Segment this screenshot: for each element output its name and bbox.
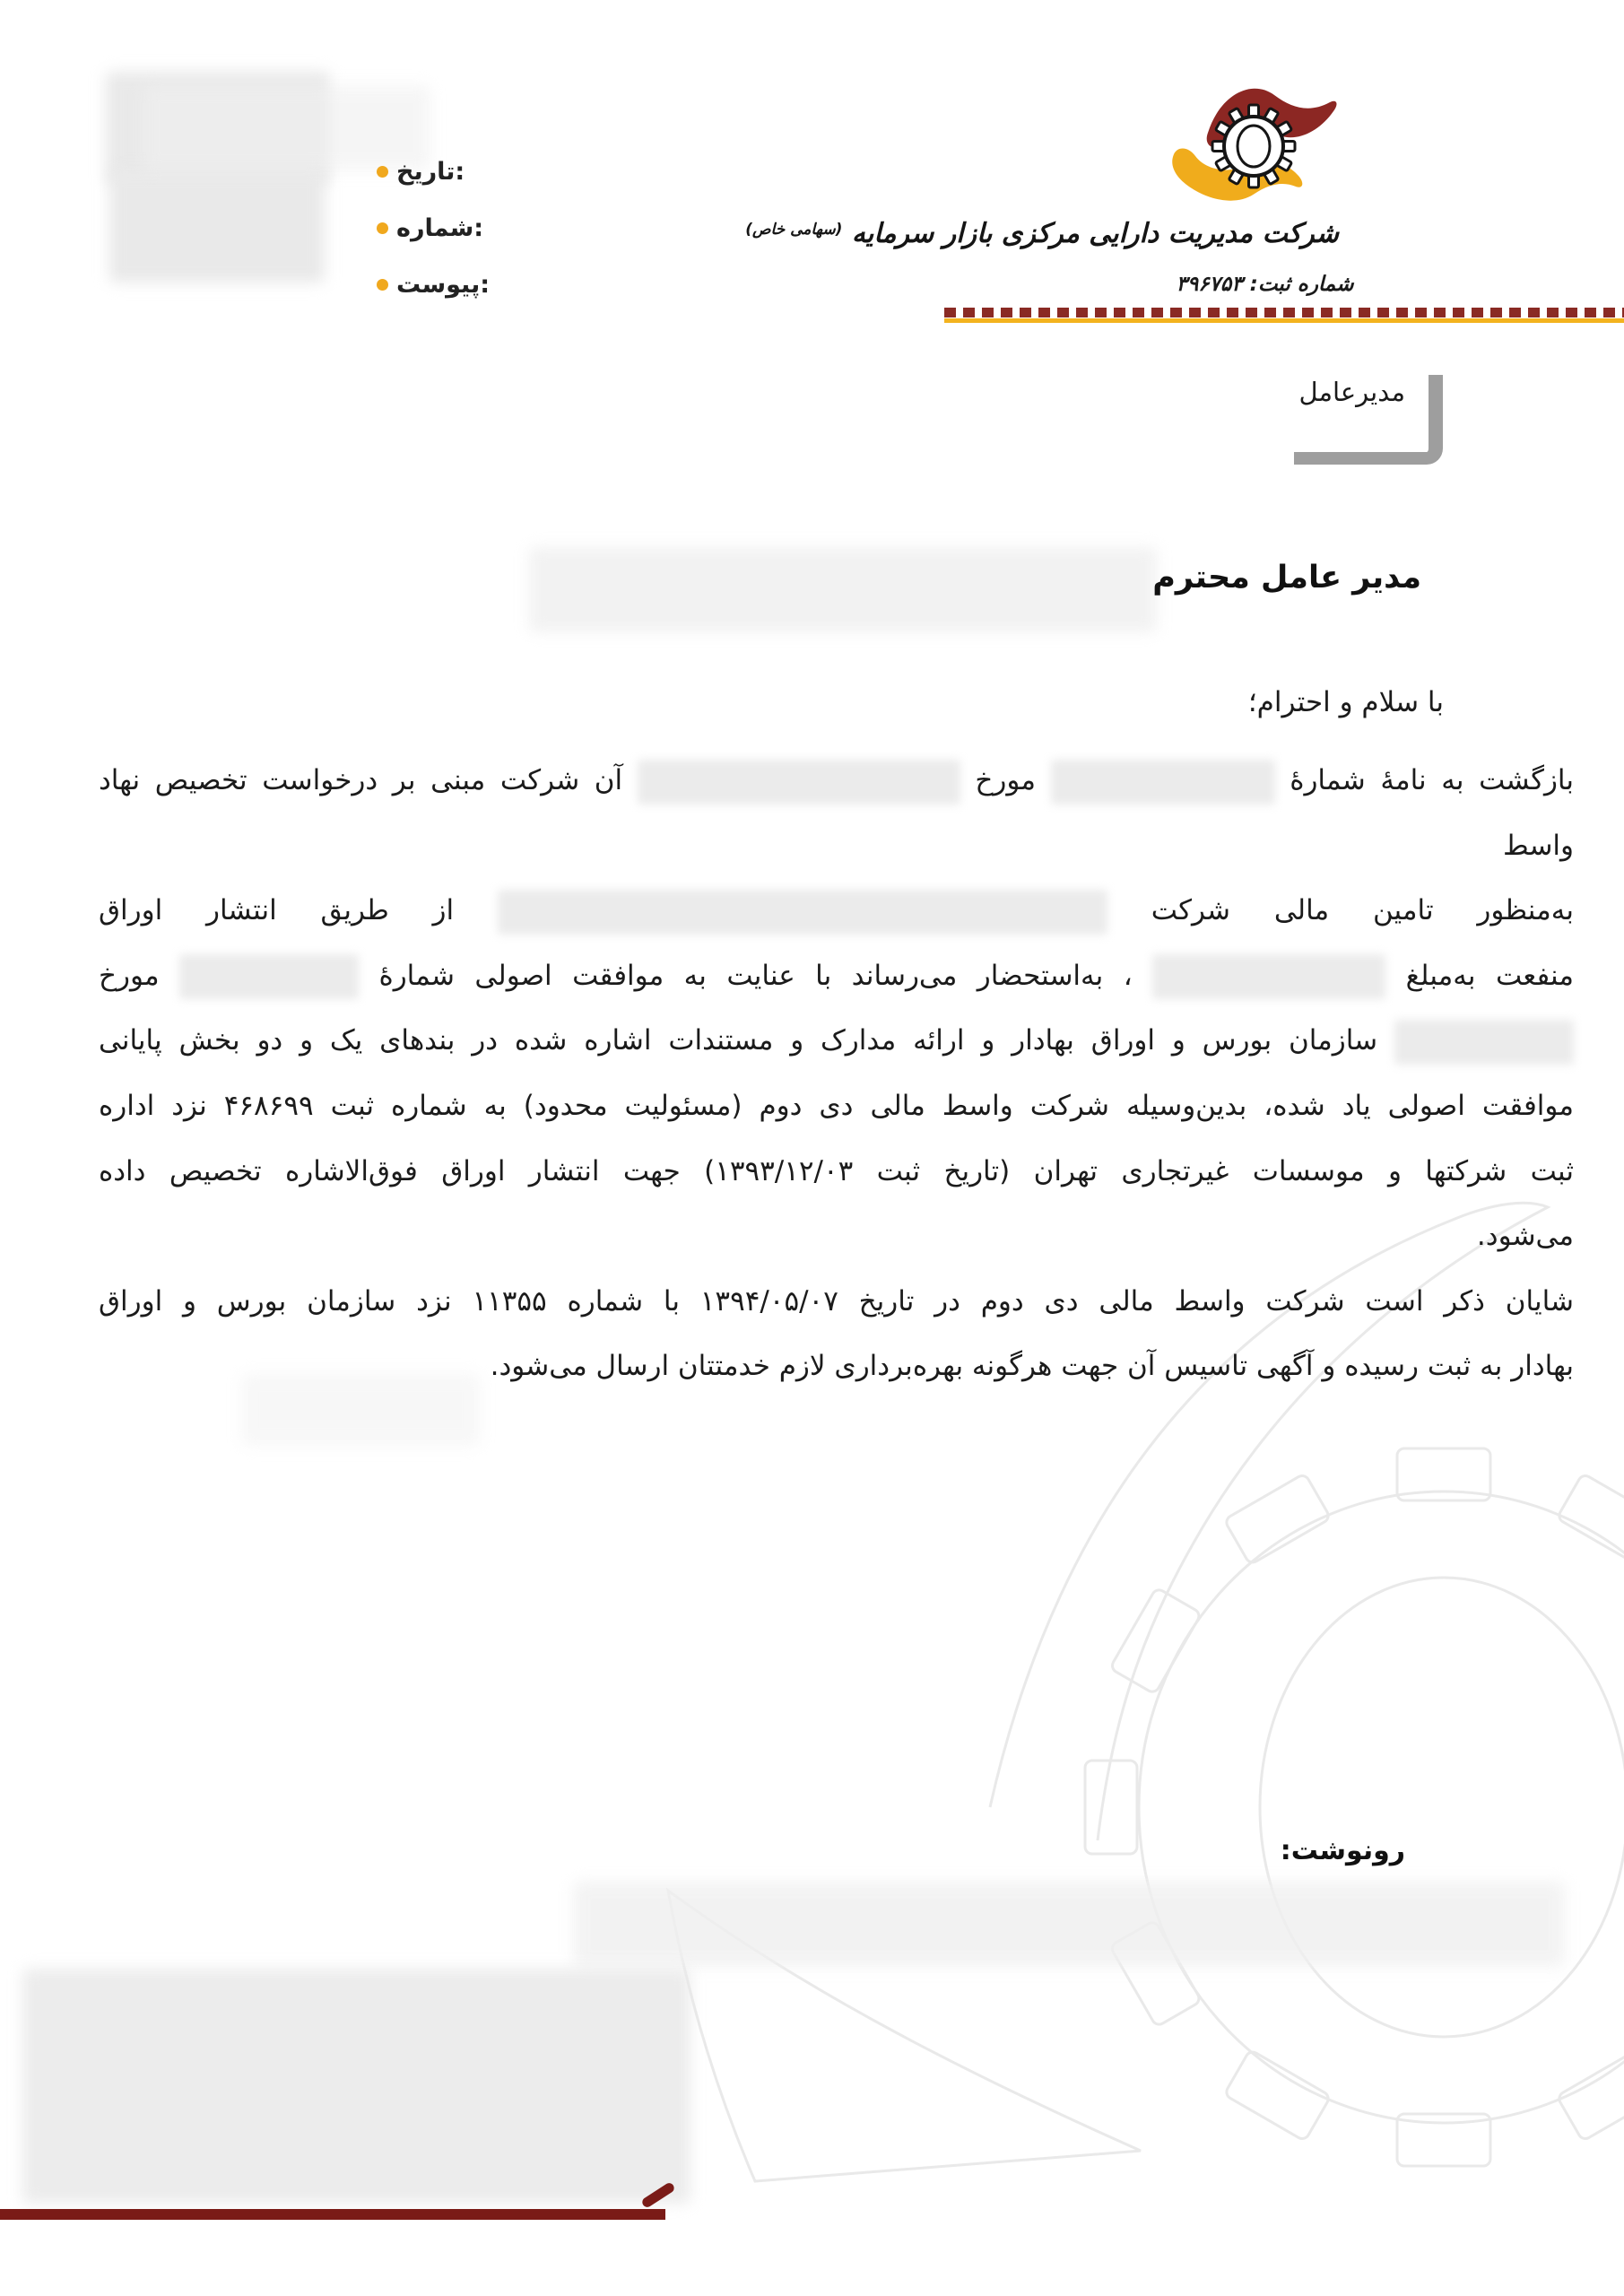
meta-row [377,200,490,257]
redacted-inline-value [1152,954,1385,999]
meta-row [377,144,490,200]
redacted-inline-value [1051,760,1275,804]
letter-meta [377,144,490,313]
header-divider [944,308,1624,323]
bullet-dot-icon [377,222,388,234]
company-type: (سهامی خاص) [745,221,843,239]
body-line [99,878,1574,944]
body-text: از طریق انتشار اوراق [99,894,455,927]
body-line [99,944,1574,1009]
body-line [99,1334,1574,1399]
red-dashed-rule [944,308,1624,317]
body-text: می‌شود. [1476,1220,1574,1253]
redacted-inline-value [638,760,960,804]
redacted-header-values [109,170,325,283]
body-text: سازمان بورس و اوراق بهادار و ارائه مدارک و مستندات اشاره شده در بندهای یک و دو بخش پایانی [99,1024,1378,1057]
body-text: به‌منظور تامین مالی شرکت [1151,894,1575,927]
recipient-box-label: مدیرعامل [1298,377,1405,407]
body-text: ثبت شرکتها و موسسات غیرتجاری تهران (تاریخ ثبت ۱۳۹۳/۱۲/۰۳) جهت انتشار اوراق فوق‌الاشاره تخصیص داده [99,1154,1575,1187]
body-text: مورخ [975,764,1036,796]
recipient-corner-bracket [1294,375,1443,465]
company-logo-gear-icon [1152,68,1354,234]
body-text: بازگشت به نامۀ شمارۀ [1290,764,1575,796]
body-text: بهادار به ثبت رسیده و آگهی تاسیس آن جهت هرگونه بهره‌برداری لازم خدمتتان ارسال می‌شود. [490,1350,1574,1383]
redacted-footer-contact [22,1969,690,2204]
body-line [99,1074,1574,1139]
bullet-dot-icon [377,166,388,178]
letter-body [99,748,1574,1399]
meta-label: شماره: [396,214,484,242]
copy-to-label: رونوشت: [1280,1835,1405,1866]
salutation: مدیر عامل محترم [1152,560,1421,596]
redacted-inline-value [179,954,359,999]
body-text: شایان ذکر است شرکت واسط مالی دی دوم در تاریخ ۱۳۹۴/۰۵/۰۷ با شماره ۱۱۳۵۵ نزد سازمان بورس و اوراق [99,1284,1574,1318]
redacted-copy-recipients [574,1882,1565,1967]
meta-row [377,257,490,313]
body-text: ، به‌استحضار می‌رساند با عنایت به موافقت اصولی شمارۀ [378,959,1133,992]
redacted-recipient-name [529,547,1157,632]
body-line [99,1139,1574,1205]
body-line [99,748,1574,878]
body-line [99,1008,1574,1074]
gold-rule [944,318,1624,323]
body-line [99,1269,1574,1335]
body-text: مورخ [99,959,160,992]
meta-label: تاریخ: [396,158,465,186]
body-text: موافقت اصولی یاد شده، بدین‌وسیله شرکت واسط مالی دی دوم (مسئولیت محدود) به شماره ثبت ۴۶۸۶۹۹ نزد اداره [99,1089,1574,1122]
redacted-inline-value [1394,1020,1574,1065]
greeting: با سلام و احترام؛ [1247,686,1444,718]
registration-number: شماره ثبت: ۳۹۶۷۵۳ [1176,273,1354,296]
redacted-inline-value [498,890,1107,935]
body-line [99,1204,1574,1269]
company-name: شرکت مدیریت دارایی مرکزی بازار سرمایه $^{(سهامی خاص)}$ [745,218,1339,249]
body-text: منفعت به‌مبلغ [1405,959,1574,992]
body-text: آن شرکت مبنی بر درخواست تخصیص نهاد واسط [99,764,1574,862]
bullet-dot-icon [377,279,388,291]
footer-rule [0,2209,665,2220]
meta-label: پیوست: [396,271,491,299]
